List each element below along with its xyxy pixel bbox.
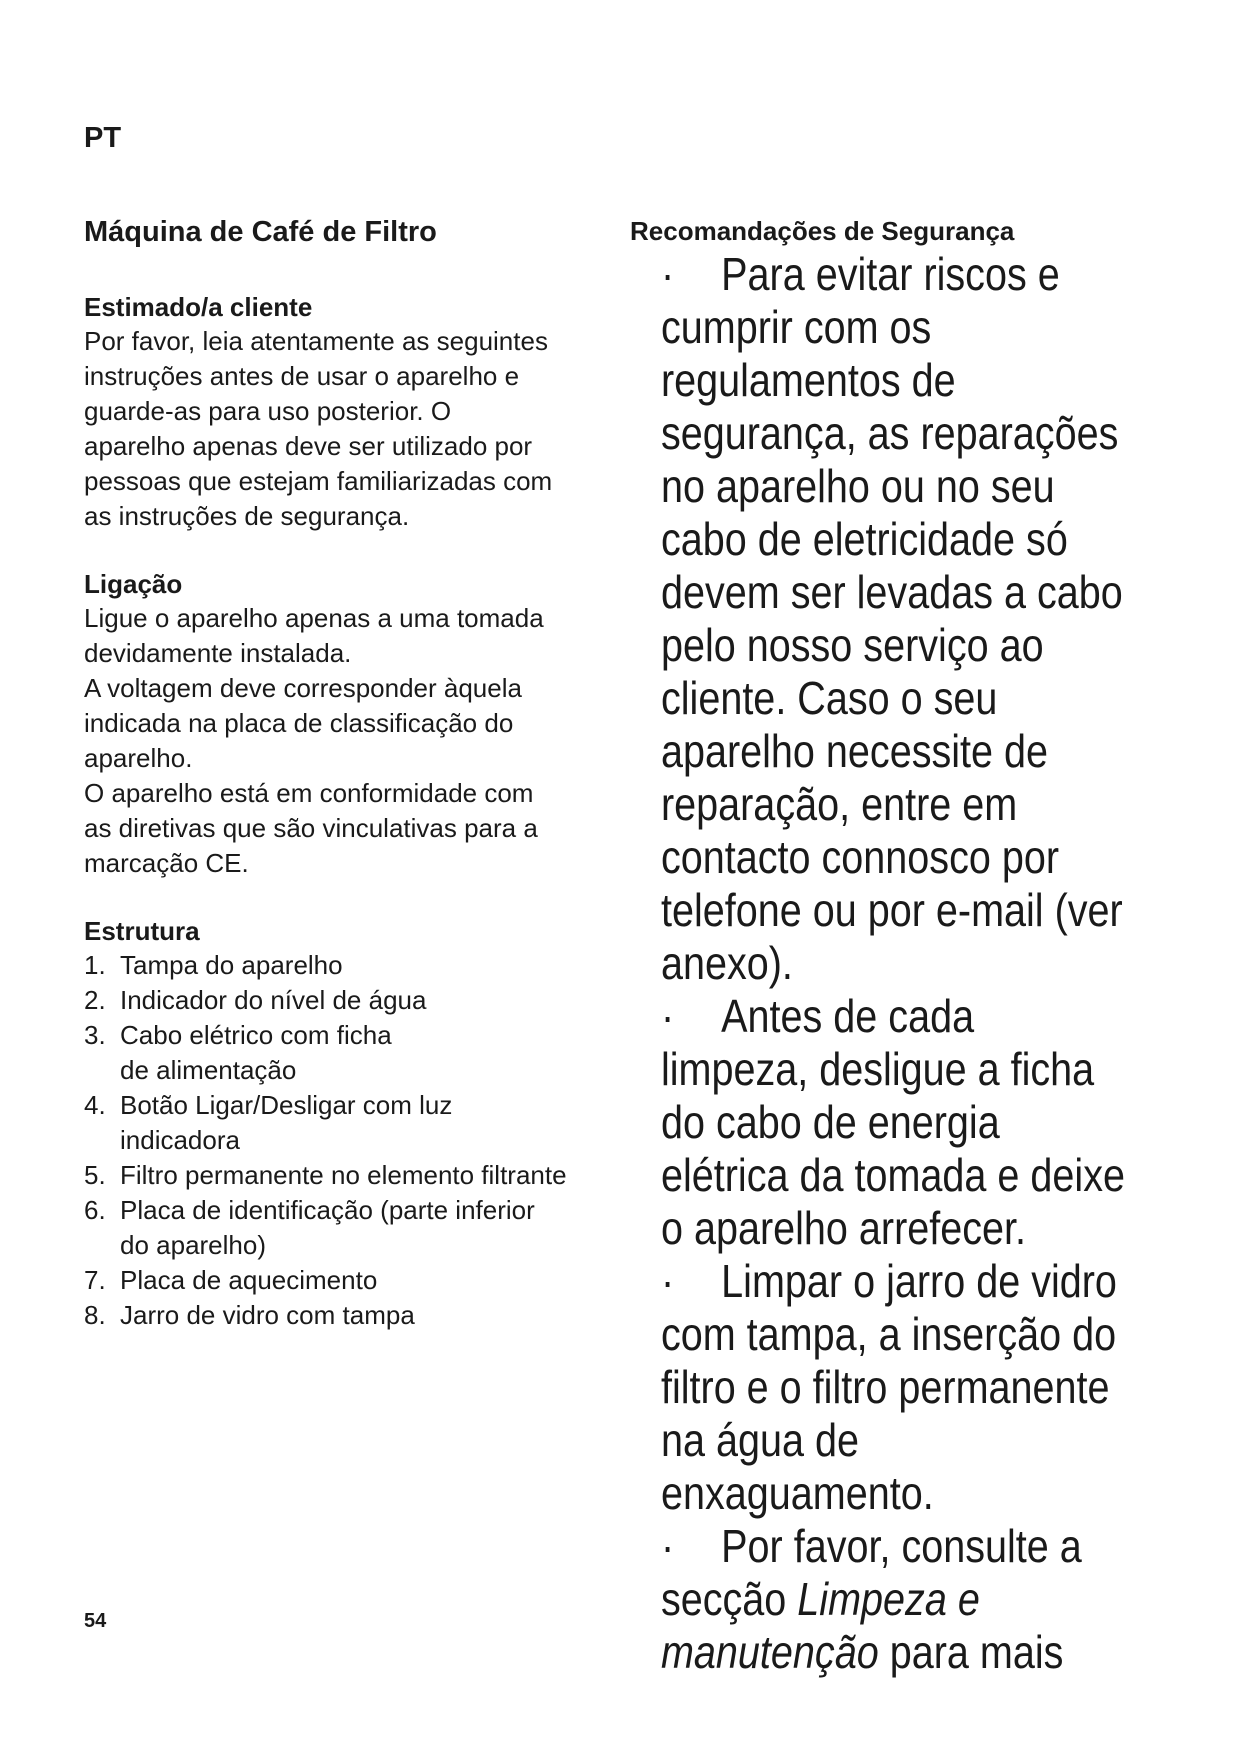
safety-bullet [630, 990, 1129, 1255]
list-item-text: Jarro de vidro com tampa [120, 1300, 415, 1330]
safety-heading: Recomandações de Segurança [630, 216, 1015, 246]
page-number: 54 [84, 1610, 107, 1632]
safety-text-end: para mais [878, 1626, 1064, 1678]
list-item-number: 6. [84, 1195, 106, 1225]
list-item [84, 948, 604, 983]
list-item-number: 4. [84, 1090, 106, 1120]
safety-text: Limpar o jarro de vidro com tampa, a inserção do filtro e o filtro permanente na água de enxaguamento. [660, 1255, 1117, 1519]
connection-heading: Ligação [84, 569, 183, 599]
list-item-text: Botão Ligar/Desligar com luz indicadora [120, 1090, 453, 1155]
list-item-text: Placa de aquecimento [120, 1265, 378, 1295]
list-item-text: Indicador do nível de água [120, 985, 427, 1015]
page-title: Máquina de Café de Filtro [84, 216, 437, 248]
safety-text-start: Por favor, consulte a secção [660, 1520, 1082, 1625]
list-item [84, 1298, 604, 1333]
list-item-number: 7. [84, 1265, 106, 1295]
list-item [84, 983, 604, 1018]
structure-list [84, 948, 604, 1333]
safety-bullet [630, 1520, 1129, 1679]
bullet-icon: · [660, 1520, 675, 1572]
greeting-text: Por favor, leia atentamente as seguintes instruções antes de usar o aparelho e guarde-as para uso posterior. O aparelho apenas deve ser utilizado por pessoas que estejam familiarizadas com as instruções de segurança. [84, 326, 553, 531]
list-item [84, 1158, 604, 1193]
list-item-text: Placa de identificação (parte inferior do aparelho) [120, 1195, 535, 1260]
safety-text: Antes de cada limpeza, desligue a ficha do cabo de energia elétrica da tomada e deixe o aparelho arrefecer. [660, 990, 1125, 1254]
structure-heading: Estrutura [84, 916, 200, 946]
list-item-text: Filtro permanente no elemento filtrante [120, 1160, 567, 1190]
connection-text-1: Ligue o aparelho apenas a uma tomada devidamente instalada. [84, 603, 544, 668]
list-item-text: Cabo elétrico com ficha de alimentação [120, 1020, 392, 1085]
connection-text-3: O aparelho está em conformidade com as diretivas que são vinculativas para a marcação CE. [84, 778, 538, 878]
connection-text-2: A voltagem deve corresponder àquela indicada na placa de classificação do aparelho. [84, 673, 522, 773]
list-item [84, 1088, 604, 1158]
list-item-text: Tampa do aparelho [120, 950, 343, 980]
safety-text: Para evitar riscos e cumprir com os regulamentos de segurança, as reparações no aparelho ou no seu cabo de eletricidade só devem ser levadas a cabo pelo nosso serviço ao cliente. Caso o seu aparelho necessite de reparação, entre em contacto connosco por telefone ou por e-mail (ver anexo). [660, 248, 1123, 989]
list-item-number: 1. [84, 950, 106, 980]
section-reference: Limpeza e manutenção [660, 1573, 980, 1678]
safety-bullet [630, 248, 1129, 990]
language-code: PT [84, 122, 122, 154]
bullet-icon: · [660, 990, 675, 1042]
list-item [84, 1263, 604, 1298]
bullet-icon: · [660, 248, 675, 300]
list-item-number: 5. [84, 1160, 106, 1190]
bullet-icon: · [660, 1255, 675, 1307]
safety-bullet [630, 1255, 1129, 1520]
list-item-number: 3. [84, 1020, 106, 1050]
list-item [84, 1193, 604, 1263]
safety-column [630, 248, 1129, 1679]
list-item-number: 8. [84, 1300, 106, 1330]
list-item-number: 2. [84, 985, 106, 1015]
left-column [84, 290, 604, 1333]
list-item [84, 1018, 604, 1088]
safety-text [661, 1520, 1129, 1679]
greeting-heading: Estimado/a cliente [84, 292, 313, 322]
